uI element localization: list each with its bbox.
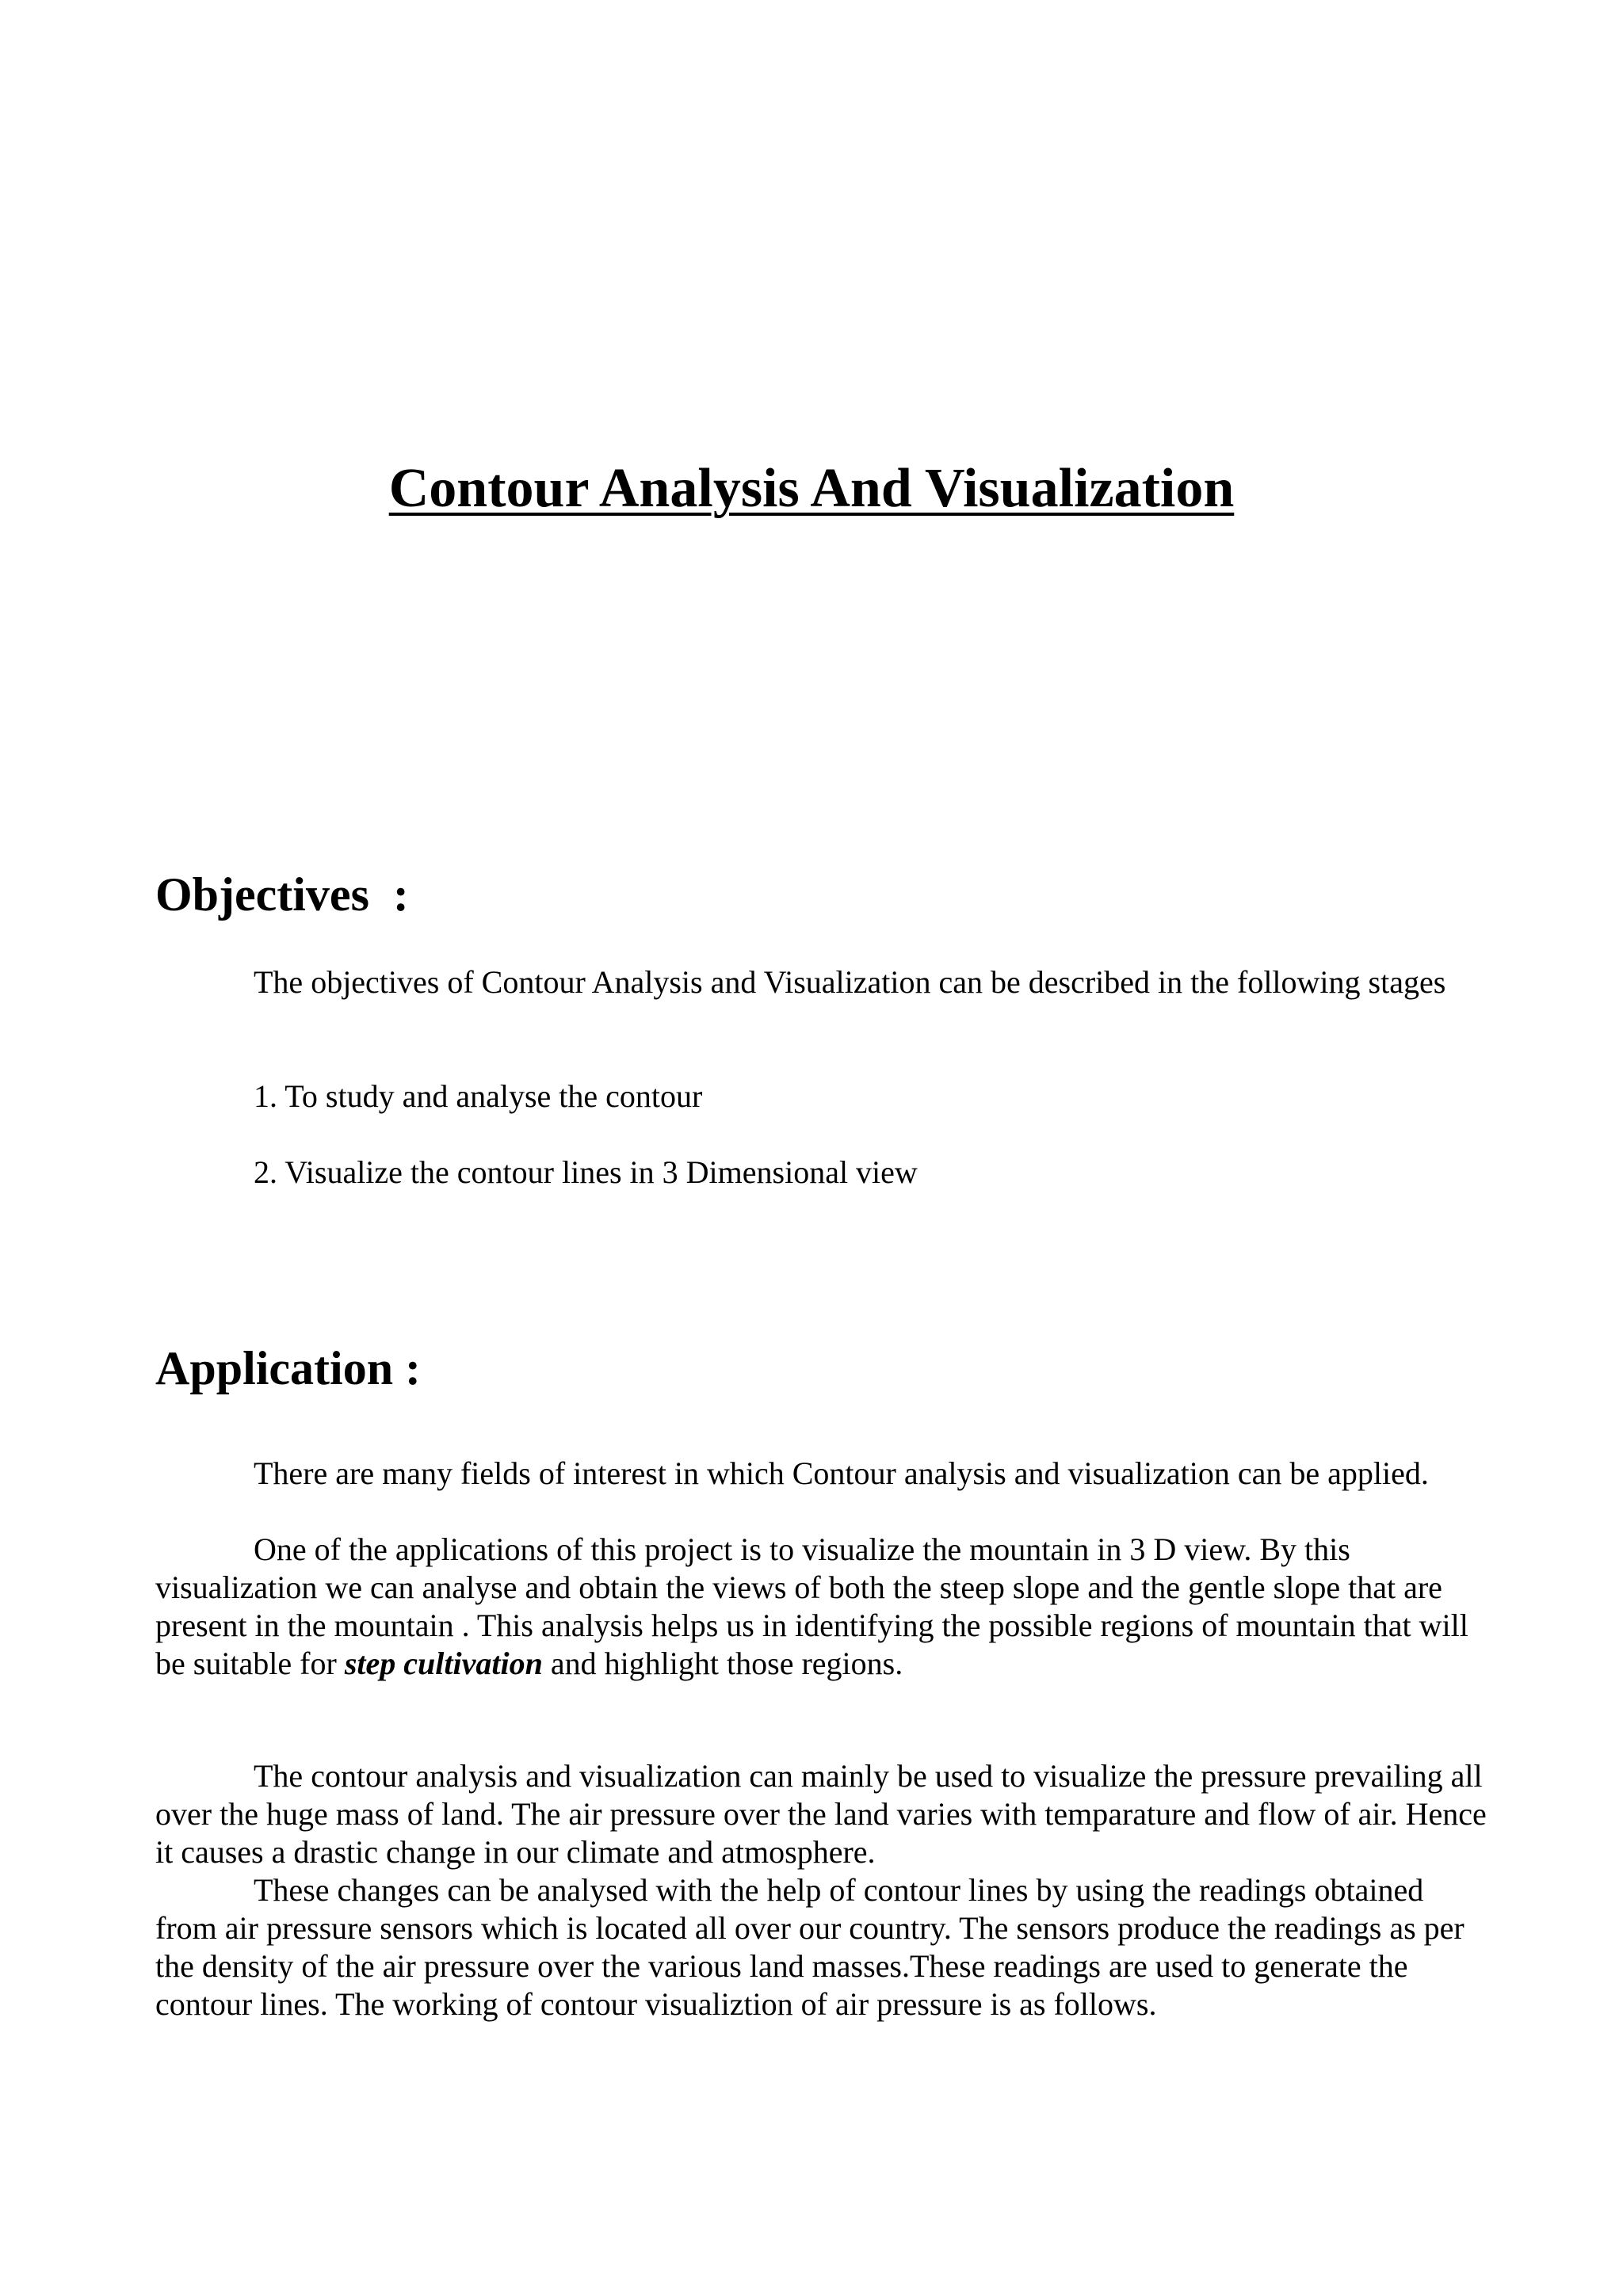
objective-item-1: 1. To study and analyse the contour	[254, 1078, 703, 1114]
document-title: Contour Analysis And Visualization	[388, 458, 1235, 519]
application-paragraph-2	[155, 1531, 1487, 1683]
paragraph-2-text-end: and highlight those regions.	[542, 1646, 903, 1681]
objective-item-2: 2. Visualize the contour lines in 3 Dimensional view	[254, 1154, 918, 1190]
objectives-intro: The objectives of Contour Analysis and Visualization can be described in the following stages	[254, 964, 1446, 1000]
paragraph-2-text-start: One of the applications of this project is to visualize the mountain in 3 D view. By this visualization we can analyse and obtain the views of both the steep slope and the gentle slope that are present in the mountain . This analysis helps us in identifying the possible regions of mountain that will be suitable for	[155, 1531, 1468, 1681]
application-heading: Application :	[155, 1342, 422, 1394]
objectives-heading: Objectives :	[155, 868, 409, 921]
step-cultivation-emphasis: step cultivation	[344, 1646, 543, 1681]
application-paragraph-1: There are many fields of interest in which Contour analysis and visualization can be applied.	[254, 1455, 1429, 1491]
application-paragraph-4: These changes can be analysed with the help of contour lines by using the readings obtained from air pressure sensors which is located all over our country. The sensors produce the readings as per the density of the air pressure over the various land masses.These readings are used to generate the contour lines. The working of contour visualiztion of air pressure is as follows.	[155, 1872, 1465, 2022]
application-paragraph-3: The contour analysis and visualization can mainly be used to visualize the pressure prevailing all over the huge mass of land. The air pressure over the land varies with temparature and flow of air. Hence it causes a drastic change in our climate and atmosphere.	[155, 1758, 1487, 1870]
